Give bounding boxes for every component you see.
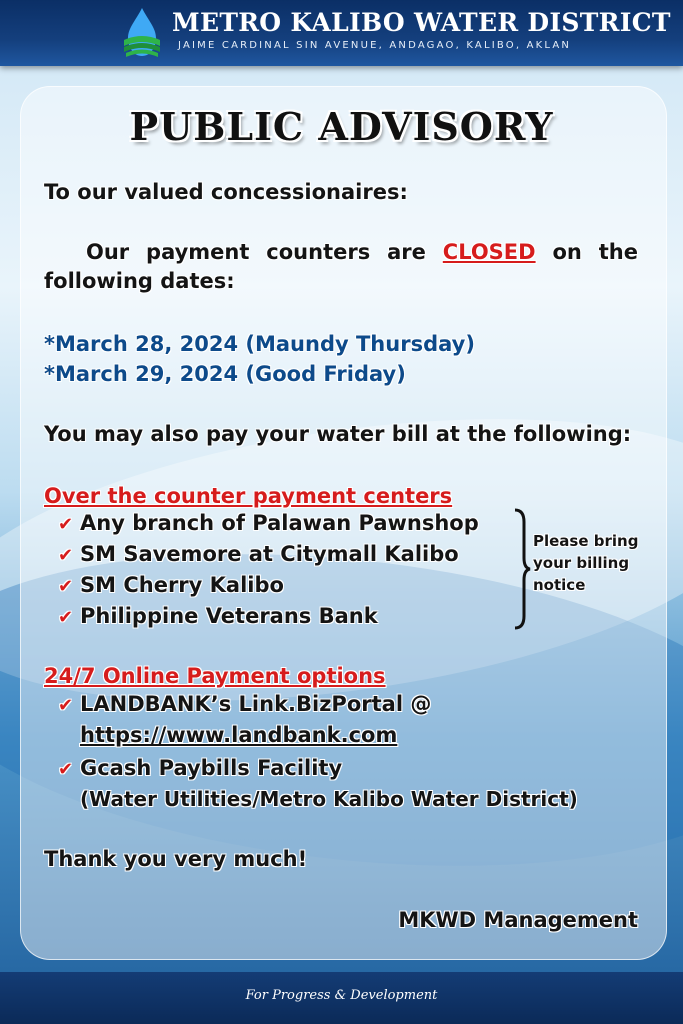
online-item [58,692,431,716]
header-bar [0,0,683,66]
closed-date-2: *March 29, 2024 (Good Friday) [44,362,406,386]
right-brace-icon [512,508,532,630]
check-mark-icon: ✔ [58,759,74,780]
signature: MKWD Management [398,908,638,932]
online-item [58,756,342,780]
otc-item-label: SM Savemore at Citymall Kalibo [80,542,459,566]
otc-item [58,511,479,535]
landbank-url: https://www.landbank.com [80,723,398,747]
gcash-biller-detail: (Water Utilities/Metro Kalibo Water District) [80,787,578,811]
check-mark-icon: ✔ [58,514,74,535]
otc-item-label: Any branch of Palawan Pawnshop [80,511,479,535]
otc-item-label: SM Cherry Kalibo [80,573,284,597]
check-mark-icon: ✔ [58,695,74,716]
closed-notice [44,238,638,296]
payment-intro: You may also pay your water bill at the following: [44,422,632,446]
water-drop-logo-icon [118,6,166,60]
closed-notice-post: on the following dates: [44,240,638,293]
online-item-label: LANDBANK’s Link.BizPortal @ [80,692,432,716]
advisory-title: PUBLIC ADVISORY [129,104,554,149]
billing-notice-note: Please bring your billing notice [533,532,639,594]
closed-notice-pre: Our payment counters are [86,240,443,264]
otc-item [58,542,459,566]
check-mark-icon: ✔ [58,576,74,597]
otc-item [58,573,284,597]
otc-item [58,604,378,628]
footer-tagline: For Progress & Development [245,988,438,1003]
check-mark-icon: ✔ [58,607,74,628]
online-heading: 24/7 Online Payment options [44,664,386,688]
organization-name: METRO KALIBO WATER DISTRICT [172,8,671,37]
otc-heading: Over the counter payment centers [44,484,453,508]
closed-word: CLOSED [442,240,536,264]
check-mark-icon: ✔ [58,545,74,566]
greeting: To our valued concessionaires: [44,180,408,204]
otc-item-label: Philippine Veterans Bank [80,604,378,628]
organization-address: JAIME CARDINAL SIN AVENUE, ANDAGAO, KALIBO, AKLAN [178,40,572,51]
thanks-message: Thank you very much! [44,847,308,871]
online-item-label: Gcash Paybills Facility [80,756,343,780]
closed-date-1: *March 28, 2024 (Maundy Thursday) [44,332,475,356]
